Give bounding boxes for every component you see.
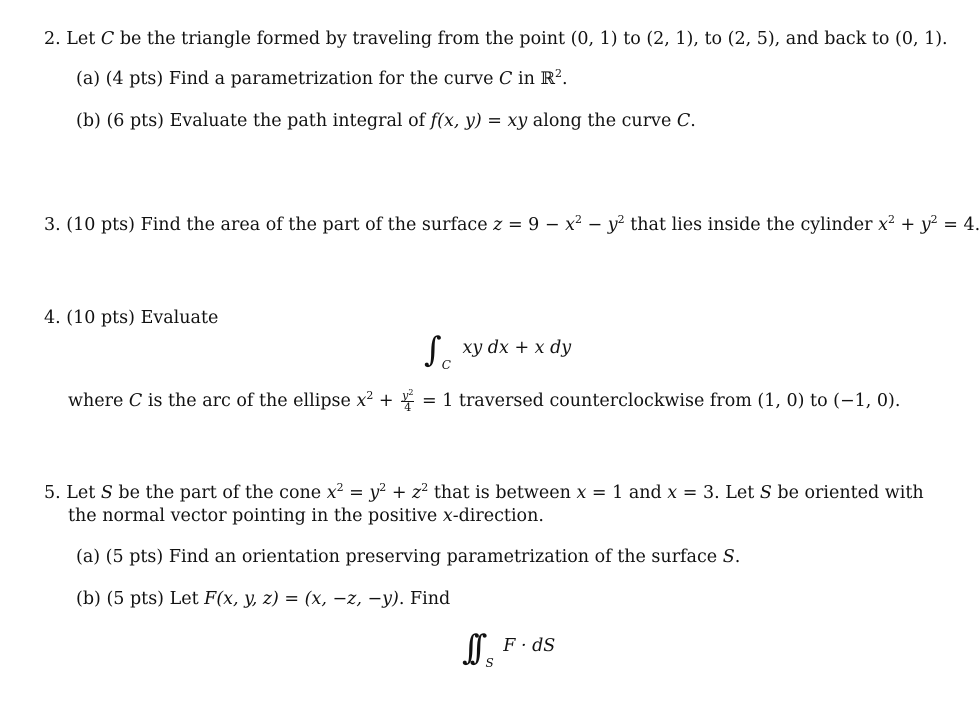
part-text: Evaluate the path integral of: [169, 111, 431, 131]
problem-5b: [76, 588, 450, 610]
surface-integral-display: [462, 628, 555, 670]
problem-text: be oriented with: [771, 483, 924, 503]
part-text: Find a parametrization for the curve: [168, 69, 500, 89]
surface-equation: $z = 9 - x^2 - y^2$: [493, 213, 625, 235]
problem-text: where: [68, 391, 129, 411]
part-text: Find an orientation preserving parametrization of the surface: [168, 547, 723, 567]
punctuation: .: [734, 547, 741, 567]
math-symbol: x: [442, 506, 453, 526]
problem-3-statement: [44, 214, 980, 236]
bound-upper: x = 3: [667, 483, 715, 503]
math-symbol: S: [100, 483, 113, 503]
bound-lower: x = 1: [576, 483, 624, 503]
problem-text: Let: [66, 483, 101, 503]
part-text: in ℝ: [512, 69, 555, 89]
problem-2a: [76, 68, 568, 90]
math-symbol: C: [676, 111, 691, 131]
problem-text: that lies inside the cylinder: [624, 215, 879, 235]
punctuation: .: [561, 69, 568, 89]
integral-sign: ∫: [424, 330, 442, 370]
cylinder-equation: $x^2 + y^2$: [878, 213, 938, 235]
problem-text: Evaluate: [140, 308, 219, 328]
points-label: (6 pts): [106, 111, 165, 131]
problem-text: Let: [66, 29, 101, 49]
math-symbol: S: [722, 547, 735, 567]
exponent: 2: [554, 67, 562, 80]
points-label: (4 pts): [105, 69, 164, 89]
problem-text: be the triangle formed by traveling from the point (0, 1) to (2, 1), to (2, 5), and back to (0, 1).: [114, 29, 948, 49]
problem-number: 3.: [44, 215, 61, 235]
points-label: (10 pts): [66, 215, 135, 235]
problem-text: that is between: [428, 483, 577, 503]
integral-subscript: S: [485, 656, 494, 670]
problem-text: . Let: [714, 483, 760, 503]
math-symbol: S: [759, 483, 772, 503]
problem-text: -direction.: [452, 506, 544, 526]
line-integral-display: [424, 330, 571, 372]
problem-text: Find the area of the part of the surface: [140, 215, 494, 235]
part-text: along the curve: [527, 111, 677, 131]
points-label: (5 pts): [106, 589, 165, 609]
math-expression: F(x, y, z) = (x, −z, −y): [204, 589, 399, 609]
part-text: Let: [169, 589, 205, 609]
double-integral-sign: ∫∫: [462, 628, 478, 668]
problem-5-line2: [68, 505, 544, 527]
integrand: xy dx + x dy: [462, 338, 572, 358]
points-label: (10 pts): [66, 308, 135, 328]
problem-2-statement: [44, 28, 948, 50]
problem-text: = 4.: [937, 215, 980, 235]
integral-subscript: C: [441, 358, 451, 372]
problem-2b: [76, 110, 696, 132]
points-label: (5 pts): [105, 547, 164, 567]
part-label: (a): [76, 547, 101, 567]
ellipse-equation: $x^2$ + $\frac{y^2}{4}$: [356, 388, 414, 414]
math-symbol: C: [100, 29, 115, 49]
part-label: (b): [76, 111, 101, 131]
problem-text: the normal vector pointing in the positive: [68, 506, 443, 526]
problem-text: is the arc of the ellipse: [142, 391, 357, 411]
integrand: F · dS: [503, 636, 556, 656]
punctuation: .: [690, 111, 696, 131]
problem-5a: [76, 546, 740, 568]
math-expression: f(x, y) = xy: [430, 111, 528, 131]
problem-number: 5.: [44, 483, 61, 503]
problem-number: 2.: [44, 29, 61, 49]
math-symbol: C: [499, 69, 513, 89]
problem-4-where: [68, 390, 900, 413]
problem-number: 4.: [44, 308, 61, 328]
problem-text: = 1 traversed counterclockwise from (1, 0) to (−1, 0).: [416, 391, 901, 411]
part-label: (b): [76, 589, 101, 609]
cone-equation: $x^2 = y^2 + z^2$: [326, 481, 429, 503]
math-symbol: C: [128, 391, 143, 411]
part-label: (a): [76, 69, 101, 89]
part-text: . Find: [398, 589, 451, 609]
problem-text: and: [623, 483, 668, 503]
problem-4-statement: [44, 307, 218, 329]
problem-text: be the part of the cone: [112, 483, 327, 503]
problem-5-statement: [44, 482, 924, 504]
